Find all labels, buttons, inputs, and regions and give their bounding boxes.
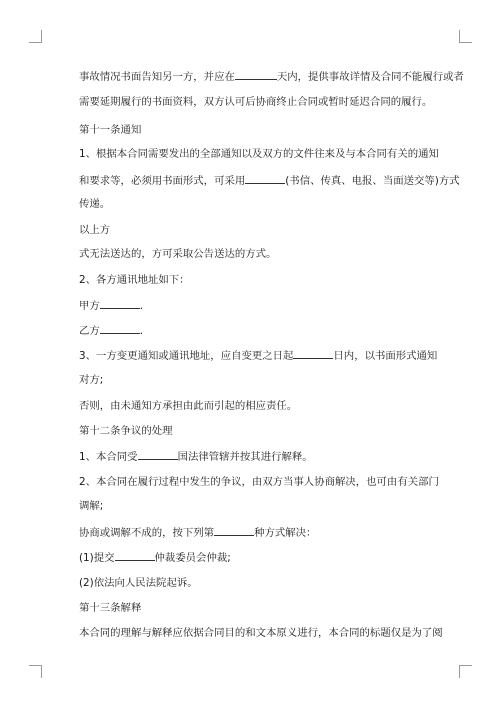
paragraph-line: 协商或调解不成的，按下列第 种方式解决： [79,527,317,539]
paragraph-line: 对方; [79,374,104,386]
paragraph-line: 事故情况书面告知另一方，并应在 天内，提供事故详情及合同不能履行或者 [79,71,464,83]
paragraph-line: 3、一方变更通知或通讯地址，应自变更之日起 日内，以书面形式通知 [79,350,438,362]
paragraph-line: 2、各方通讯地址如下： [79,274,190,286]
list-item: (1)提交 仲裁委员会仲裁; [79,552,231,564]
paragraph-line: 1、根据本合同需要发出的全部通知以及双方的文件往来及与本合同有关的通知 [79,148,439,160]
paragraph-line: 需要延期履行的书面资料，双方认可后协商终止合同或暂时延迟合同的履行。 [79,96,433,108]
fill-in-blank [293,348,333,359]
paragraph-line: 本合同的理解与解释应依据合同目的和文本原义进行，本合同的标题仅是为了阅 [79,627,443,639]
paragraph-line: 1、本合同受 国法律管辖并按其进行解释。 [79,451,313,463]
section-heading: 第十三条解释 [79,602,142,614]
crop-mark-top-left [29,30,42,43]
crop-mark-bottom-left [29,665,42,678]
crop-mark-bottom-right [459,665,472,678]
section-heading: 第十二条争议的处理 [79,425,173,437]
paragraph-line: 调解; [79,500,104,512]
fill-in-blank [138,449,178,460]
paragraph-line: 和要求等，必须用书面形式，可采用 (书信、传真、电报、当面送交等)方式 [79,175,460,187]
fill-in-blank [235,69,277,80]
paragraph-line: 式无法送达的，方可采取公告送达的方式。 [79,248,277,260]
paragraph-line: 否则，由未通知方承担由此而引起的相应责任。 [79,400,298,412]
list-item: (2)依法向人民法院起诉。 [79,577,198,589]
crop-mark-top-right [459,30,472,43]
fill-in-blank [245,173,285,184]
fill-in-blank [115,550,155,561]
address-line-party-a: 甲方 . [79,300,144,312]
paragraph-line: 以上方 [79,224,111,236]
fill-in-blank [100,298,140,309]
paragraph-line: 2、本合同在履行过程中发生的争议，由双方当事人协商解决，也可由有关部门 [79,476,439,488]
fill-in-blank [100,323,140,334]
section-heading: 第十一条通知 [79,124,142,136]
address-line-party-b: 乙方 . [79,325,144,337]
paragraph-line: 传递。 [79,198,111,210]
fill-in-blank [214,525,254,536]
